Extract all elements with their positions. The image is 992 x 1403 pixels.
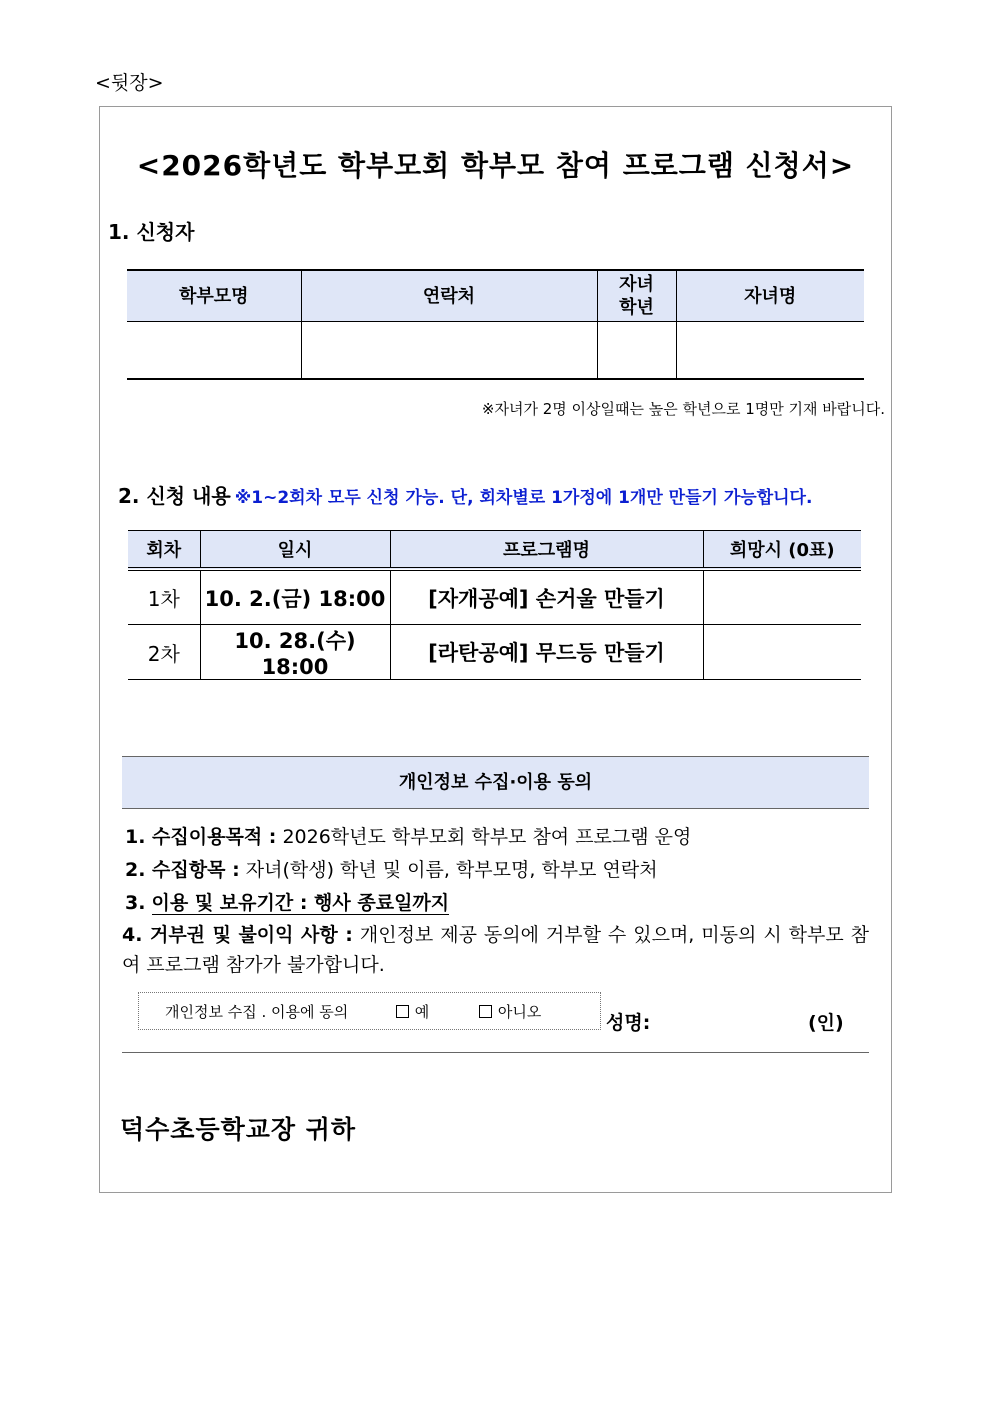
program-cell: [라탄공예] 무드등 만들기	[390, 625, 703, 680]
input-child-grade[interactable]	[597, 322, 676, 380]
section1-heading: 1. 신청자	[108, 220, 195, 244]
consent-heading: 개인정보 수집·이용 동의	[122, 756, 869, 809]
round-cell: 2차	[128, 625, 200, 680]
round-cell: 1차	[128, 569, 200, 625]
header-child-grade-line1: 자녀	[619, 274, 654, 295]
header-parent-name: 학부모명	[127, 270, 301, 322]
header-contact: 연락처	[301, 270, 597, 322]
consent-item-1	[125, 822, 691, 849]
applicant-note: ※자녀가 2명 이상일때는 높은 학년으로 1명만 기재 바랍니다.	[481, 400, 885, 418]
consent-item-4	[122, 920, 869, 980]
consent-item-1-value: 2026학년도 학부모회 학부모 참여 프로그램 운영	[282, 826, 692, 848]
consent-item-1-label: 1. 수집이용목적 :	[125, 826, 277, 848]
program-cell: [자개공예] 손거울 만들기	[390, 569, 703, 625]
mark-cell[interactable]	[703, 625, 861, 680]
header-child-grade	[597, 270, 676, 322]
input-child-name[interactable]	[676, 322, 864, 380]
document-title: <2026학년도 학부모회 학부모 참여 프로그램 신청서>	[136, 149, 855, 182]
datetime-cell: 10. 2.(금) 18:00	[200, 569, 390, 625]
no-checkbox[interactable]	[479, 1005, 492, 1018]
consent-item-3-text: 이용 및 보유기간 : 행사 종료일까지	[151, 892, 450, 914]
consent-item-2-value: 자녀(학생) 학년 및 이름, 학부모명, 학부모 연락처	[245, 859, 658, 881]
yes-checkbox[interactable]	[396, 1005, 409, 1018]
consent-item-3-number: 3.	[125, 892, 146, 914]
agreement-box	[138, 992, 601, 1030]
addressee: 덕수초등학교장 귀하	[120, 1115, 357, 1144]
consent-item-4-value: 개인정보 제공 동의에 거부할 수 있으며, 미동의 시 학부모 참여 프로그램 참가가 불가합니다.	[122, 924, 870, 976]
table-row	[128, 625, 861, 680]
header-datetime: 일시	[200, 531, 390, 570]
no-label: 아니오	[497, 1003, 542, 1021]
section2-title: 2. 신청 내용	[118, 484, 231, 508]
agreement-label: 개인정보 수집 . 이용에 동의	[165, 1003, 349, 1021]
input-parent-name[interactable]	[127, 322, 301, 380]
divider	[122, 1052, 869, 1053]
consent-item-2	[125, 855, 658, 882]
table-row	[128, 569, 861, 625]
consent-item-4-label: 4. 거부권 및 불이익 사항 :	[122, 924, 353, 946]
consent-item-3	[125, 888, 449, 915]
signature-label: 성명:	[606, 1012, 651, 1034]
header-child-name: 자녀명	[676, 270, 864, 322]
consent-item-2-label: 2. 수집항목 :	[125, 859, 240, 881]
header-round: 회차	[128, 531, 200, 570]
header-mark: 희망시 (0표)	[703, 531, 861, 570]
program-table	[128, 530, 861, 680]
header-child-grade-line2: 학년	[619, 297, 654, 318]
header-program: 프로그램명	[390, 531, 703, 570]
section2-heading	[118, 480, 812, 509]
datetime-cell: 10. 28.(수) 18:00	[200, 625, 390, 680]
page-note: <뒷장>	[95, 72, 164, 94]
applicant-table	[127, 269, 864, 380]
seal-label: (인)	[808, 1012, 844, 1034]
input-contact[interactable]	[301, 322, 597, 380]
section2-notice: ※1~2회차 모두 신청 가능. 단, 회차별로 1가정에 1개만 만들기 가능합니다.	[234, 488, 813, 508]
yes-label: 예	[414, 1003, 430, 1021]
mark-cell[interactable]	[703, 569, 861, 625]
